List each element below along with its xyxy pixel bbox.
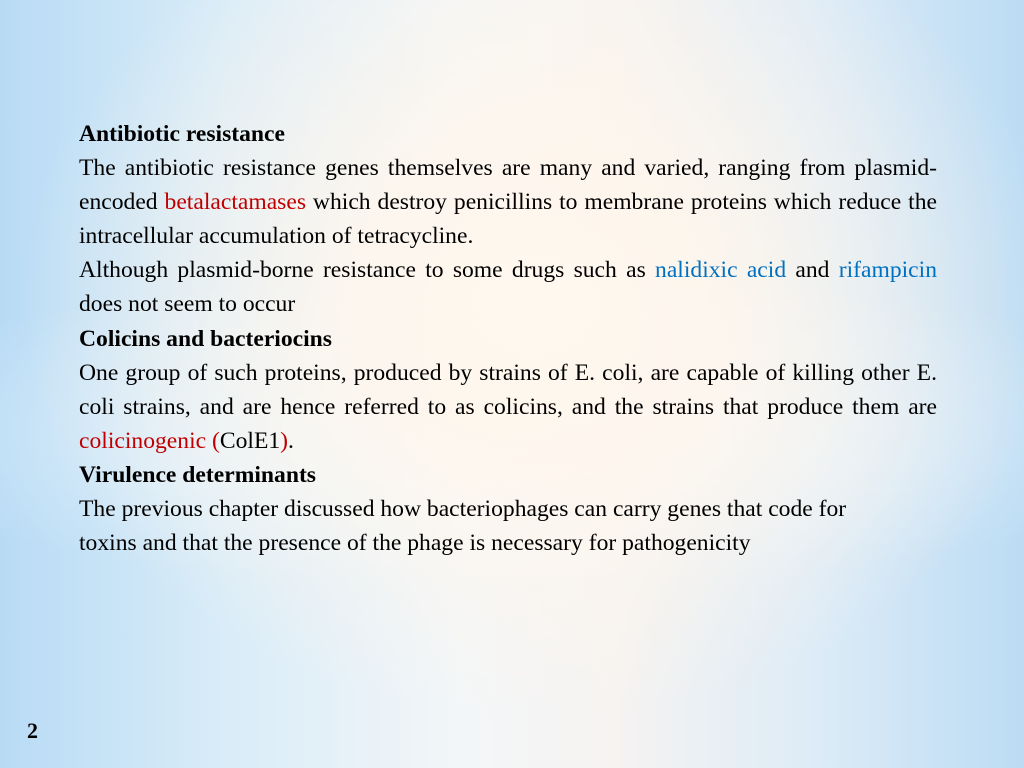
text-segment: Although plasmid-borne resistance to some drugs such as — [79, 257, 656, 284]
paragraph-virulence-1: The previous chapter discussed how bacteriophages can carry genes that code for — [79, 496, 847, 523]
paragraph-virulence-2: toxins and that the presence of the phage is necessary for pathogenicity — [79, 530, 751, 557]
term-nalidixic-acid: nalidixic acid — [655, 257, 787, 284]
paragraph-colicins — [79, 356, 937, 458]
term-colicinogenic: colicinogenic ( — [79, 427, 220, 454]
text-segment: which destroy penicillins to membrane proteins which reduce the intracellular accumulation of tetracycline. — [79, 189, 937, 250]
closing-paren: ) — [280, 427, 289, 454]
text-segment: The antibiotic resistance genes themselves are many and varied, ranging from plasmid-encoded — [79, 155, 937, 216]
term-cole1: ColE1 — [219, 427, 281, 454]
heading-virulence: Virulence determinants — [79, 461, 316, 488]
text-segment: does not seem to occur — [79, 291, 296, 318]
paragraph-plasmid-borne — [79, 253, 937, 321]
slide-body — [79, 117, 937, 560]
term-rifampicin: rifampicin — [838, 257, 938, 284]
text-segment: . — [288, 427, 294, 454]
term-betalactamases: betalactamases — [164, 189, 307, 216]
paragraph-antibiotic-genes — [79, 151, 937, 253]
heading-colicins: Colicins and bacteriocins — [79, 325, 332, 352]
page-number: 2 — [27, 718, 38, 743]
text-segment: One group of such proteins, produced by strains of E. coli, are capable of killing other E. coli strains, and are hence referred to as colicins, and the strains that produce them are — [79, 359, 937, 420]
heading-antibiotic-resistance: Antibiotic resistance — [79, 121, 285, 147]
text-segment: and — [786, 257, 839, 284]
